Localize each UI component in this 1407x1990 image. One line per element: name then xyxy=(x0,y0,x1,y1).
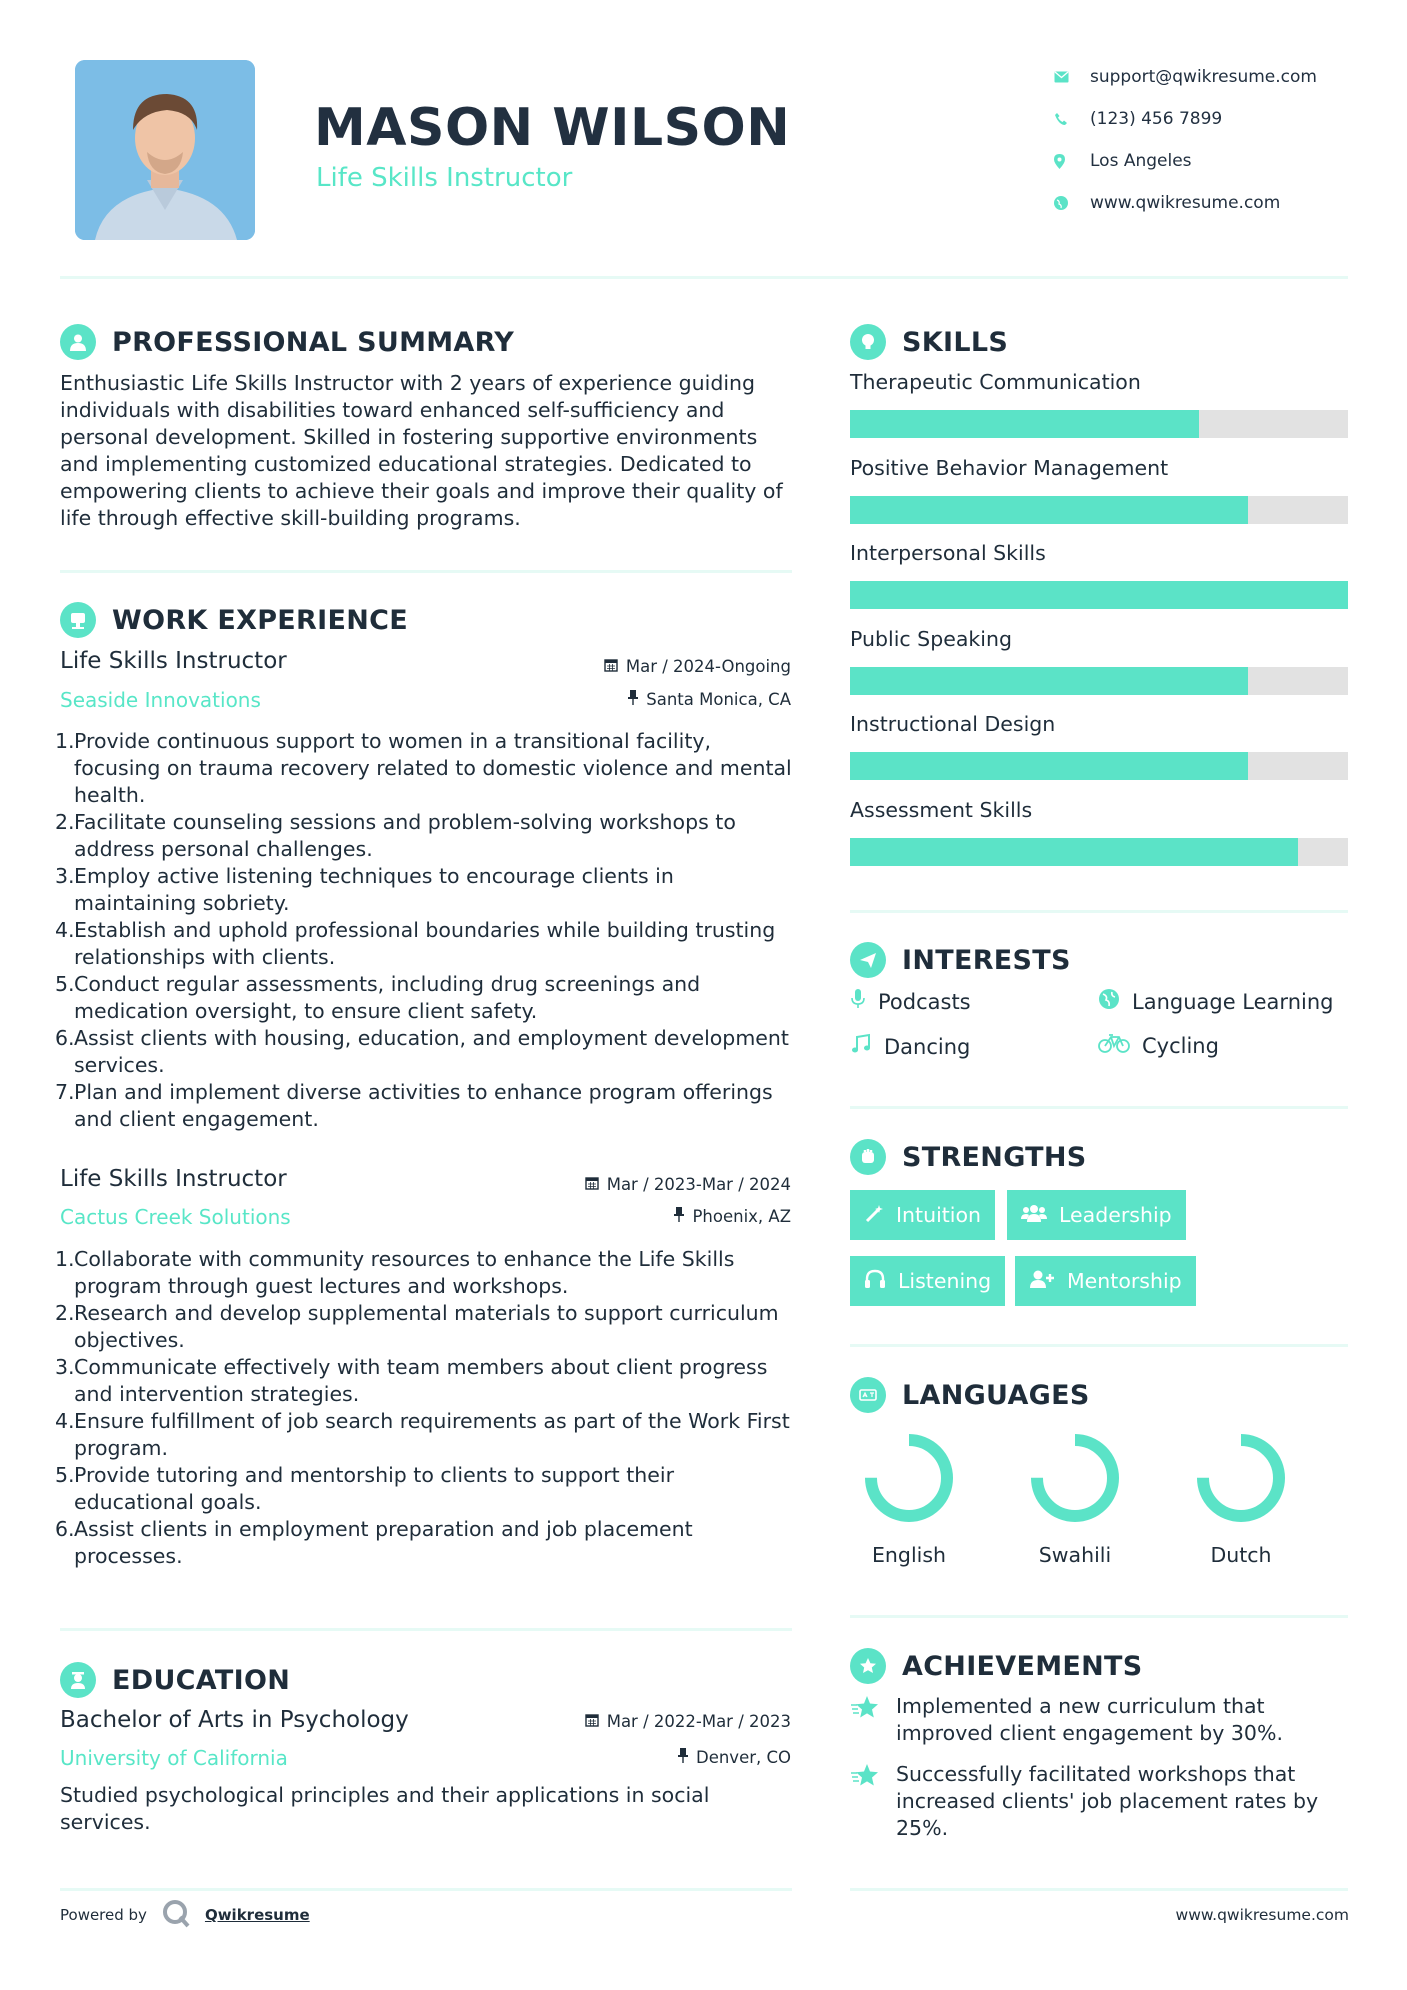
education-description: Studied psychological principles and their applications in social services. xyxy=(60,1783,710,1834)
briefcase-icon xyxy=(60,602,96,638)
lightbulb-icon xyxy=(850,324,886,360)
job-1-date xyxy=(604,657,791,676)
strength-label: Mentorship xyxy=(1067,1269,1182,1293)
bullet-number: 2. xyxy=(55,1301,75,1325)
job-2-bullet xyxy=(55,1300,800,1354)
bullet-text: Ensure fulfillment of job search requirements as part of the Work First program. xyxy=(74,1409,790,1460)
magic-wand-icon xyxy=(864,1203,884,1228)
education-location-text: Denver, CO xyxy=(695,1748,791,1767)
footer-powered-by xyxy=(60,1898,310,1932)
language-level-arc xyxy=(1037,1440,1113,1516)
calendar-icon xyxy=(604,657,618,676)
interests-heading xyxy=(850,940,1071,980)
bullet-number: 5. xyxy=(55,972,75,996)
skill-bar-fill xyxy=(850,410,1199,438)
interest-label: Language Learning xyxy=(1132,989,1334,1014)
bullet-number: 6. xyxy=(55,1026,75,1050)
job-1-location xyxy=(628,690,791,709)
experience-divider xyxy=(60,1628,792,1631)
job-1-bullet xyxy=(55,1079,795,1133)
job-1-bullet xyxy=(55,917,795,971)
job-1-bullet xyxy=(55,728,795,809)
headphones-icon xyxy=(864,1269,886,1294)
skill-bar-track xyxy=(850,838,1348,866)
skill-bar-track xyxy=(850,667,1348,695)
strength-intuition xyxy=(850,1190,995,1240)
contact-phone[interactable] xyxy=(1054,98,1384,140)
bullet-text: Establish and uphold professional boundaries while building trusting relationships with clients. xyxy=(74,918,776,969)
bullet-number: 5. xyxy=(55,1463,75,1487)
achievement-text: Implemented a new curriculum that improved client engagement by 30%. xyxy=(896,1694,1283,1745)
job-2-title: Life Skills Instructor xyxy=(60,1166,287,1192)
skill-bar-fill xyxy=(850,838,1298,866)
bullet-text: Facilitate counseling sessions and problem-solving workshops to address personal challenges. xyxy=(74,810,736,861)
microphone-icon xyxy=(850,988,866,1015)
experience-heading xyxy=(60,600,408,640)
graduate-icon xyxy=(60,1662,96,1698)
strength-listening xyxy=(850,1256,1005,1306)
bicycle-icon xyxy=(1098,1033,1130,1058)
achievements-title: ACHIEVEMENTS xyxy=(902,1650,1143,1682)
skill-label: Instructional Design xyxy=(850,712,1056,736)
education-date xyxy=(585,1712,791,1731)
bullet-text: Provide tutoring and mentorship to clients to support their educational goals. xyxy=(74,1463,674,1514)
pushpin-icon xyxy=(628,690,638,709)
job-2-bullets xyxy=(55,1246,800,1570)
bullet-text: Provide continuous support to women in a transitional facility, focusing on trauma recovery related to domestic violence and mental health. xyxy=(74,729,792,807)
education-title: EDUCATION xyxy=(112,1664,291,1696)
map-pin-icon xyxy=(1054,154,1090,169)
summary-text: Enthusiastic Life Skills Instructor with 2 years of experience guiding individuals with disabilities toward enhanced self-sufficiency and personal development. Skilled in fostering supportive environments and implementing customized educational strategies. Dedicated to empowering clients to achieve their goals and improve their quality of life through effective skill-building programs. xyxy=(60,371,783,530)
strengths-divider xyxy=(850,1344,1348,1347)
qwikresume-link[interactable]: Qwikresume xyxy=(204,1906,310,1924)
job-1-location-text: Santa Monica, CA xyxy=(646,690,791,709)
contact-email[interactable] xyxy=(1054,56,1384,98)
skills-divider xyxy=(850,910,1348,913)
skill-bar-fill xyxy=(850,752,1248,780)
interest-dancing xyxy=(850,1033,970,1060)
contact-email-text: support@qwikresume.com xyxy=(1090,67,1317,87)
skill-bar-fill xyxy=(850,667,1248,695)
summary-title: PROFESSIONAL SUMMARY xyxy=(112,326,515,358)
bullet-number: 1. xyxy=(55,729,75,753)
bullet-text: Research and develop supplemental materials to support curriculum objectives. xyxy=(74,1301,779,1352)
skill-label: Therapeutic Communication xyxy=(850,370,1141,394)
language-level-ring xyxy=(1025,1428,1125,1528)
footer-website[interactable]: www.qwikresume.com xyxy=(1175,1906,1349,1924)
strength-leadership xyxy=(1007,1190,1186,1240)
skill-label: Public Speaking xyxy=(850,626,1012,651)
powered-by-label: Powered by xyxy=(60,1906,147,1924)
strength-label: Intuition xyxy=(896,1203,982,1227)
paper-plane-icon xyxy=(850,942,886,978)
summary-heading xyxy=(60,322,514,362)
user-plus-icon xyxy=(1029,1269,1055,1294)
users-icon xyxy=(1021,1203,1047,1228)
bullet-text: Collaborate with community resources to enhance the Life Skills program through guest lectures and workshops. xyxy=(74,1247,735,1298)
contact-phone-text: (123) 456 7899 xyxy=(1090,109,1223,129)
experience-title: WORK EXPERIENCE xyxy=(112,604,408,636)
phone-icon xyxy=(1054,112,1090,126)
job-2-location xyxy=(674,1207,791,1226)
contact-location-text: Los Angeles xyxy=(1090,151,1192,171)
bullet-number: 7. xyxy=(55,1080,75,1104)
interests-divider xyxy=(850,1106,1348,1109)
bullet-number: 3. xyxy=(55,1355,75,1379)
job-2-date xyxy=(585,1175,791,1194)
achievement-item-2 xyxy=(850,1761,1340,1842)
bullet-text: Plan and implement diverse activities to enhance program offerings and client engagement. xyxy=(74,1080,773,1131)
interest-podcasts xyxy=(850,988,971,1015)
strength-label: Listening xyxy=(898,1269,992,1293)
pushpin-icon xyxy=(674,1207,684,1226)
job-2-company: Cactus Creek Solutions xyxy=(60,1205,291,1229)
language-level-ring xyxy=(859,1428,959,1528)
calendar-icon xyxy=(585,1175,599,1194)
job-2-bullet xyxy=(55,1516,800,1570)
fist-icon xyxy=(850,1139,886,1175)
qwikresume-logo-icon xyxy=(161,1898,191,1932)
star-icon xyxy=(850,1695,882,1747)
job-2-bullet xyxy=(55,1462,800,1516)
job-1-company: Seaside Innovations xyxy=(60,688,261,712)
interest-language-learning xyxy=(1098,988,1333,1015)
globe-icon xyxy=(1098,988,1120,1015)
education-school: University of California xyxy=(60,1746,288,1770)
summary-divider xyxy=(60,570,792,573)
job-1-bullets xyxy=(55,728,795,1133)
interest-label: Podcasts xyxy=(878,989,971,1014)
job-2-bullet xyxy=(55,1354,800,1408)
language-level-arc xyxy=(871,1440,947,1516)
language-label: English xyxy=(871,1543,947,1567)
bullet-text: Employ active listening techniques to encourage clients in maintaining sobriety. xyxy=(74,864,674,915)
profile-photo xyxy=(75,60,255,240)
envelope-icon xyxy=(1054,71,1090,83)
job-2-location-text: Phoenix, AZ xyxy=(692,1207,791,1226)
language-label: Swahili xyxy=(1038,1543,1112,1567)
pushpin-icon xyxy=(678,1748,688,1767)
user-icon xyxy=(60,324,96,360)
bullet-text: Communicate effectively with team members about client progress and intervention strategies. xyxy=(74,1355,768,1406)
interest-label: Dancing xyxy=(884,1034,971,1059)
job-1-bullet xyxy=(55,1025,795,1079)
job-1-title: Life Skills Instructor xyxy=(60,648,287,674)
language-level-arc xyxy=(1203,1440,1279,1516)
interests-title: INTERESTS xyxy=(902,944,1071,976)
skill-bar-track xyxy=(850,581,1348,609)
candidate-name: MASON WILSON xyxy=(314,98,791,158)
job-1-date-text: Mar / 2024-Ongoing xyxy=(625,657,791,676)
strengths-title: STRENGTHS xyxy=(902,1141,1087,1173)
bullet-number: 3. xyxy=(55,864,75,888)
language-icon xyxy=(850,1377,886,1413)
skill-bar-track xyxy=(850,410,1348,438)
achievement-text: Successfully facilitated workshops that increased clients' job placement rates by 25%. xyxy=(896,1762,1319,1840)
contact-list xyxy=(1054,56,1384,224)
candidate-title: Life Skills Instructor xyxy=(316,163,573,193)
job-1-bullet xyxy=(55,863,795,917)
skills-heading xyxy=(850,322,1008,362)
education-heading xyxy=(60,1660,290,1700)
bullet-text: Conduct regular assessments, including drug screenings and medication oversight, to ensure client safety. xyxy=(74,972,701,1023)
bullet-number: 2. xyxy=(55,810,75,834)
skill-bar-track xyxy=(850,752,1348,780)
language-level-ring xyxy=(1191,1428,1291,1528)
star-icon xyxy=(850,1763,882,1842)
skills-title: SKILLS xyxy=(902,326,1009,358)
achievements-heading xyxy=(850,1646,1143,1686)
contact-website-text: www.qwikresume.com xyxy=(1090,193,1281,213)
skill-label: Positive Behavior Management xyxy=(850,455,1169,480)
language-label: Dutch xyxy=(1210,1543,1272,1567)
job-1-bullet xyxy=(55,809,795,863)
achievement-item-1 xyxy=(850,1693,1340,1747)
education-location xyxy=(678,1748,791,1767)
job-1-bullet xyxy=(55,971,795,1025)
skill-label: Interpersonal Skills xyxy=(850,541,1046,565)
job-2-date-text: Mar / 2023-Mar / 2024 xyxy=(606,1175,791,1194)
bullet-number: 6. xyxy=(55,1517,75,1541)
achievements-divider xyxy=(850,1888,1348,1891)
skill-bar-track xyxy=(850,496,1348,524)
education-date-text: Mar / 2022-Mar / 2023 xyxy=(606,1712,791,1731)
interest-label: Cycling xyxy=(1142,1033,1219,1058)
star-badge-icon xyxy=(850,1648,886,1684)
contact-website[interactable] xyxy=(1054,182,1384,224)
calendar-icon xyxy=(585,1712,599,1731)
strengths-heading xyxy=(850,1137,1087,1177)
strength-label: Leadership xyxy=(1059,1203,1172,1227)
languages-heading xyxy=(850,1375,1090,1415)
job-2-bullet xyxy=(55,1246,800,1300)
education-degree: Bachelor of Arts in Psychology xyxy=(60,1707,409,1733)
bullet-number: 1. xyxy=(55,1247,75,1271)
bullet-number: 4. xyxy=(55,918,75,942)
languages-title: LANGUAGES xyxy=(902,1379,1090,1411)
skill-bar-fill xyxy=(850,496,1248,524)
music-note-icon xyxy=(850,1033,872,1060)
bullet-text: Assist clients with housing, education, and employment development services. xyxy=(74,1026,789,1077)
interest-cycling xyxy=(1098,1033,1219,1058)
languages-divider xyxy=(850,1615,1348,1618)
job-2-bullet xyxy=(55,1408,800,1462)
header-divider xyxy=(60,276,1348,279)
bullet-number: 4. xyxy=(55,1409,75,1433)
strength-mentorship xyxy=(1015,1256,1196,1306)
bullet-text: Assist clients in employment preparation and job placement processes. xyxy=(74,1517,693,1568)
education-divider xyxy=(60,1888,792,1891)
skill-bar-fill xyxy=(850,581,1348,609)
skill-label: Assessment Skills xyxy=(850,797,1033,822)
globe-icon xyxy=(1054,196,1090,210)
contact-location xyxy=(1054,140,1384,182)
